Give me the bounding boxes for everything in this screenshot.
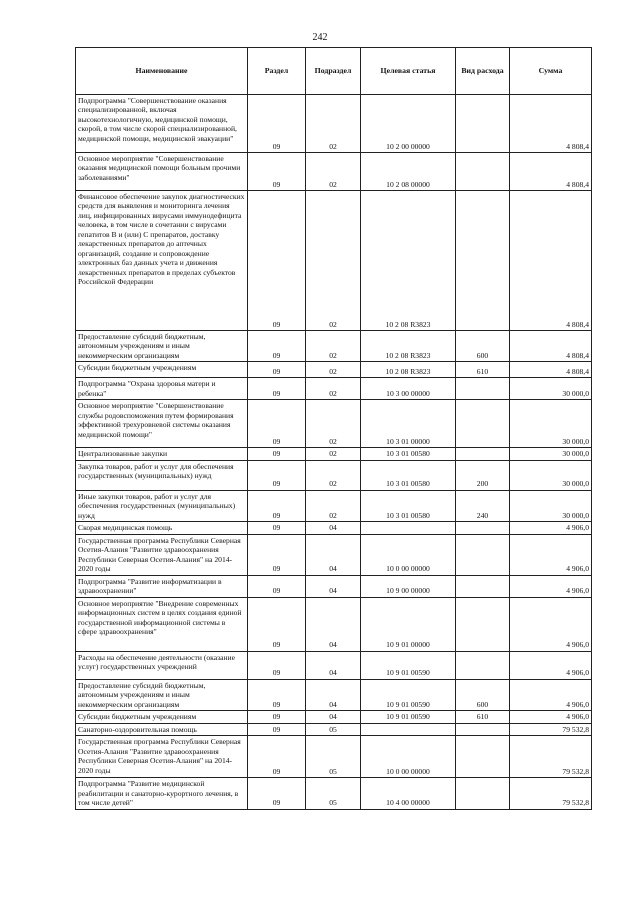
cell-vid (456, 153, 510, 191)
cell-sum: 4 906,0 (510, 651, 592, 679)
table-row (76, 711, 592, 723)
cell-name: Субсидии бюджетным учреждениям (76, 362, 248, 378)
cell-name: Скорая медицинская помощь (76, 522, 248, 534)
cell-target: 10 2 08 R3823 (361, 331, 456, 362)
cell-sum: 30 000,0 (510, 448, 592, 460)
cell-podrazdel: 02 (306, 191, 361, 331)
cell-target: 10 3 01 00580 (361, 490, 456, 521)
cell-vid (456, 534, 510, 575)
cell-vid: 610 (456, 362, 510, 378)
cell-razdel: 09 (248, 723, 306, 735)
cell-razdel: 09 (248, 95, 306, 153)
cell-vid: 200 (456, 460, 510, 490)
cell-podrazdel: 02 (306, 378, 361, 400)
cell-podrazdel: 05 (306, 723, 361, 735)
cell-razdel: 09 (248, 597, 306, 651)
cell-podrazdel: 04 (306, 522, 361, 534)
cell-target: 10 2 08 00000 (361, 153, 456, 191)
cell-podrazdel: 05 (306, 778, 361, 809)
cell-vid: 600 (456, 331, 510, 362)
cell-name: Санаторно-оздоровительная помощь (76, 723, 248, 735)
cell-vid (456, 736, 510, 778)
cell-sum: 30 000,0 (510, 378, 592, 400)
cell-target: 10 9 01 00000 (361, 597, 456, 651)
table-row (76, 400, 592, 448)
cell-podrazdel: 02 (306, 400, 361, 448)
cell-razdel: 09 (248, 378, 306, 400)
table-row (76, 191, 592, 331)
table-row (76, 575, 592, 597)
table-row (76, 522, 592, 534)
cell-vid: 610 (456, 711, 510, 723)
cell-razdel: 09 (248, 153, 306, 191)
cell-name: Основное мероприятие "Совершенствование службы родовспоможения путем формирования эффективной трехуровневой системы оказания медицинской помощи" (76, 400, 248, 448)
cell-target: 10 9 00 00000 (361, 575, 456, 597)
cell-sum: 30 000,0 (510, 460, 592, 490)
cell-sum: 4 906,0 (510, 534, 592, 575)
cell-podrazdel: 02 (306, 490, 361, 521)
table-row (76, 778, 592, 809)
cell-sum: 4 906,0 (510, 575, 592, 597)
cell-razdel: 09 (248, 460, 306, 490)
table-row (76, 331, 592, 362)
cell-vid: 600 (456, 679, 510, 710)
cell-razdel: 09 (248, 679, 306, 710)
cell-sum: 79 532,8 (510, 723, 592, 735)
cell-target (361, 723, 456, 735)
cell-podrazdel: 02 (306, 448, 361, 460)
cell-razdel: 09 (248, 191, 306, 331)
table-row (76, 597, 592, 651)
cell-sum: 4 906,0 (510, 597, 592, 651)
cell-name: Субсидии бюджетным учреждениям (76, 711, 248, 723)
cell-name: Закупка товаров, работ и услуг для обеспечения государственных (муниципальных) нужд (76, 460, 248, 490)
cell-razdel: 09 (248, 575, 306, 597)
header-razdel: Раздел (248, 48, 306, 95)
header-vid: Вид расхода (456, 48, 510, 95)
cell-razdel: 09 (248, 448, 306, 460)
cell-podrazdel: 02 (306, 362, 361, 378)
cell-podrazdel: 04 (306, 711, 361, 723)
cell-target: 10 0 00 00000 (361, 534, 456, 575)
cell-vid (456, 400, 510, 448)
cell-podrazdel: 02 (306, 331, 361, 362)
cell-vid (456, 191, 510, 331)
cell-name: Расходы на обеспечение деятельности (оказание услуг) государственных учреждений (76, 651, 248, 679)
cell-vid (456, 651, 510, 679)
cell-podrazdel: 04 (306, 651, 361, 679)
cell-vid (456, 522, 510, 534)
cell-vid (456, 448, 510, 460)
cell-sum: 4 808,4 (510, 331, 592, 362)
cell-razdel: 09 (248, 711, 306, 723)
table-row (76, 460, 592, 490)
cell-target: 10 3 01 00580 (361, 460, 456, 490)
cell-podrazdel: 02 (306, 460, 361, 490)
cell-podrazdel: 04 (306, 597, 361, 651)
cell-razdel: 09 (248, 651, 306, 679)
cell-name: Предоставление субсидий бюджетным, автономным учреждениям и иным некоммерческим организациям (76, 679, 248, 710)
cell-sum: 30 000,0 (510, 400, 592, 448)
cell-podrazdel: 04 (306, 679, 361, 710)
cell-name: Централизованные закупки (76, 448, 248, 460)
table-row (76, 534, 592, 575)
cell-sum: 4 808,4 (510, 153, 592, 191)
cell-sum: 4 906,0 (510, 679, 592, 710)
header-target: Целевая статья (361, 48, 456, 95)
cell-vid (456, 723, 510, 735)
cell-target: 10 3 01 00580 (361, 448, 456, 460)
cell-razdel: 09 (248, 778, 306, 809)
cell-podrazdel: 04 (306, 534, 361, 575)
cell-name: Подпрограмма "Развитие информатизации в здравоохранении" (76, 575, 248, 597)
cell-razdel: 09 (248, 362, 306, 378)
table-row (76, 378, 592, 400)
cell-sum: 79 532,8 (510, 778, 592, 809)
table-row (76, 153, 592, 191)
budget-table (75, 47, 592, 810)
cell-razdel: 09 (248, 534, 306, 575)
table-row (76, 490, 592, 521)
table-row (76, 723, 592, 735)
cell-vid (456, 597, 510, 651)
table-row (76, 679, 592, 710)
cell-target: 10 9 01 00590 (361, 711, 456, 723)
cell-target: 10 2 08 R3823 (361, 191, 456, 331)
cell-vid: 240 (456, 490, 510, 521)
cell-podrazdel: 02 (306, 153, 361, 191)
header-sum: Сумма (510, 48, 592, 95)
cell-sum: 4 906,0 (510, 522, 592, 534)
page-number: 242 (312, 32, 328, 43)
cell-name: Иные закупки товаров, работ и услуг для обеспечения государственных (муниципальных) нужд (76, 490, 248, 521)
cell-name: Подпрограмма "Охрана здоровья матери и ребенка" (76, 378, 248, 400)
cell-target: 10 9 01 00590 (361, 651, 456, 679)
header-podrazdel: Подраздел (306, 48, 361, 95)
cell-sum: 4 906,0 (510, 711, 592, 723)
cell-razdel: 09 (248, 490, 306, 521)
cell-razdel: 09 (248, 736, 306, 778)
cell-target: 10 2 08 R3823 (361, 362, 456, 378)
table-row (76, 362, 592, 378)
cell-name: Предоставление субсидий бюджетным, автономным учреждениям и иным некоммерческим организациям (76, 331, 248, 362)
cell-razdel: 09 (248, 522, 306, 534)
cell-vid (456, 778, 510, 809)
table-row (76, 448, 592, 460)
cell-target (361, 522, 456, 534)
cell-name: Государственная программа Республики Северная Осетия-Алания "Развитие здравоохранения Республики Северная Осетия-Алания" на 2014-2020 годы (76, 736, 248, 778)
cell-razdel: 09 (248, 400, 306, 448)
cell-sum: 4 808,4 (510, 362, 592, 378)
cell-podrazdel: 05 (306, 736, 361, 778)
cell-vid (456, 378, 510, 400)
cell-vid (456, 95, 510, 153)
cell-name: Основное мероприятие "Совершенствование оказания медицинской помощи больным прочими заболеваниями" (76, 153, 248, 191)
cell-target: 10 2 00 00000 (361, 95, 456, 153)
cell-vid (456, 575, 510, 597)
cell-target: 10 0 00 00000 (361, 736, 456, 778)
table-row (76, 95, 592, 153)
cell-target: 10 4 00 00000 (361, 778, 456, 809)
cell-name: Основное мероприятие "Внедрение современных информационных систем в целях создания единой государственной информационной системы в сфере здравоохранения" (76, 597, 248, 651)
cell-name: Подпрограмма "Развитие медицинской реабилитации и санаторно-курортного лечения, в том числе детей" (76, 778, 248, 809)
cell-sum: 79 532,8 (510, 736, 592, 778)
cell-sum: 30 000,0 (510, 490, 592, 521)
cell-target: 10 3 01 00000 (361, 400, 456, 448)
cell-sum: 4 808,4 (510, 95, 592, 153)
cell-podrazdel: 02 (306, 95, 361, 153)
table-row (76, 651, 592, 679)
table-row (76, 736, 592, 778)
cell-sum: 4 808,4 (510, 191, 592, 331)
cell-razdel: 09 (248, 331, 306, 362)
header-name: Наименование (76, 48, 248, 95)
cell-podrazdel: 04 (306, 575, 361, 597)
cell-name: Государственная программа Республики Северная Осетия-Алания "Развитие здравоохранения Республики Северная Осетия-Алания" на 2014-2020 годы (76, 534, 248, 575)
cell-target: 10 9 01 00590 (361, 679, 456, 710)
cell-name: Подпрограмма "Совершенствование оказания специализированной, включая высокотехнологичную, медицинской помощи, скорой, в том числе скорой специализированной, медицинской помощи, медицинской эвакуации" (76, 95, 248, 153)
cell-target: 10 3 00 00000 (361, 378, 456, 400)
table-header-row (76, 48, 592, 95)
cell-name: Финансовое обеспечение закупок диагностических средств для выявления и мониторинга лечения лиц, инфицированных вирусами иммунодефицита человека, в том числе в сочетании с вирусами гепатитов В и (или) С препаратов, доставку лекарственных препаратов до аптечных организаций, создание и сопровождение электронных баз данных учета и движения лекарственных препаратов в пределах субъектов Российской Федерации (76, 191, 248, 331)
